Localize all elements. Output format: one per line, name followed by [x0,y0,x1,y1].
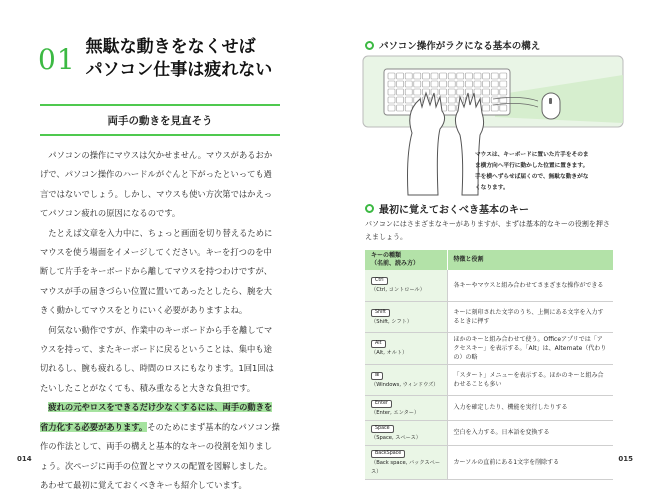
keys-heading-text: 最初に覚えておくべき基本のキー [379,205,529,216]
highlighted-text: 疲れの元やロスをできるだけ少なくするには、両手の動きを省力化する必要があります。 [40,402,273,432]
keycap-icon: BackSpace [371,450,405,458]
chapter-title-line2: パソコン仕事は疲れない [85,60,273,80]
keys-intro: パソコンにはさまざまなキーがありますが、まずは基本的なキーの役割を押さえましょう。 [365,220,610,241]
chapter-title-line1: 無駄な動きをなくせば [85,37,256,57]
section-heading: 両手の動きを見直そう [107,114,213,127]
key-name: （Back space, バックスペース） [371,459,441,475]
table-row [365,332,613,364]
table-row [365,364,613,395]
figure-heading [365,38,540,52]
key-name: （Space, スペース） [371,434,421,441]
role-cell: カーソルの直前にある1文字を削除する [447,445,613,479]
key-name: （Windows, ウィンドウズ） [371,381,439,388]
role-cell: キーに刻印された文字のうち、上側にある文字を入力するときに押す [447,301,613,332]
key-cell [365,301,447,332]
keycap-icon: ⊞ [371,372,383,380]
mouse-icon [542,93,560,119]
key-cell [365,420,447,445]
key-cell [365,270,447,301]
figure-caption: マウスは、キーボードに置いた片手をそのまま横方向へ平行に動かした位置に置きます。手を横へずらせば届くので、無駄な動きがなくなります。 [475,152,589,191]
keycap-icon: Enter [371,400,392,408]
table-row [365,420,613,445]
role-cell: 空白を入力する。日本語を変換する [447,420,613,445]
figure-heading-text: パソコン操作がラクになる基本の構え [379,41,541,52]
header-role: 特徴と役割 [447,250,613,270]
table-row [365,445,613,479]
keycap-icon: Space [371,425,394,433]
role-cell: ほかのキーと組み合わせて使う。Officeアプリでは「アクセスキー」を表示する。「Alt」は、Alternate（代わりの）の略 [447,332,613,364]
paragraph-final [40,398,280,495]
chapter-title [86,36,273,82]
key-name: （Alt, オルト） [371,350,408,356]
page-number-right: 015 [618,455,633,463]
key-name: （Ctrl, コントロール） [371,287,425,294]
right-page [325,0,650,477]
key-cell [365,364,447,395]
role-cell: 各キーやマウスと組み合わせてさまざまな操作ができる [447,270,613,301]
chapter-heading [38,36,272,82]
page-number-left: 014 [17,455,32,463]
keycap-icon: Shift [371,309,390,317]
section-heading-bar [40,104,280,136]
table-row [365,301,613,332]
body-text [40,146,280,495]
left-page [0,0,325,490]
ring-bullet-icon [365,41,374,50]
header-key-line1: キーの種類 [371,252,402,259]
header-key-line2: （名前、読み方） [371,260,420,267]
role-cell: 入力を確定したり、機能を実行したりする [447,395,613,420]
key-cell [365,445,447,479]
keys-heading [365,201,529,216]
table-row [365,395,613,420]
keycap-icon: Alt [371,340,386,348]
keyboard-icon [384,69,510,115]
header-key-type [365,250,447,270]
role-cell: 「スタート」メニューを表示する。ほかのキーと組み合わせることも多い [447,364,613,395]
ring-bullet-icon [365,204,374,213]
key-cell [365,332,447,364]
paragraph: 何気ない動作ですが、作業中のキーボードから手を離してマウスを持って、またキーボードに戻るということは、集中も途切れるし、腕も疲れるし、時間のロスにもなります。1回1回はたいしたことがなくても、積み重なると大きな負担です。 [40,324,274,393]
table-row [365,270,613,301]
key-name: （Shift, シフト） [371,318,413,325]
key-cell [365,395,447,420]
paragraph: パソコンの操作にマウスは欠かせません。マウスがあるおかげで、パソコン操作のハードルがぐんと下がったといっても過言ではないでしょう。しかし、マウスも使い方次第ではかえってパソコン疲れの原因になるのです。 [40,150,273,219]
table-header-row [365,250,613,270]
key-name: （Enter, エンター） [371,409,420,416]
keycap-icon: Ctrl [371,277,388,285]
paragraph: たとえば文章を入力中に、ちょっと画面を切り替えるためにマウスを使う場面をイメージしてください。キーを打つのを中断して片手をキーボードから離してマウスを持つわけですが、マウスが手の届きづらい位置に置いてあったとしたら、腕を大きく動かしてマウスをとりにいく必要がありますよね。 [40,227,273,316]
paragraph-rest: そのためにまず基本的なパソコン操作の作法として、両手の構えと基本的なキーの役割を知りましょう。次ページに両手の位置とマウスの配置を図解しました。あわせて最初に覚えておくべきキーも紹介しています。 [40,421,280,490]
chapter-number: 01 [38,42,76,76]
keys-table [365,250,613,480]
